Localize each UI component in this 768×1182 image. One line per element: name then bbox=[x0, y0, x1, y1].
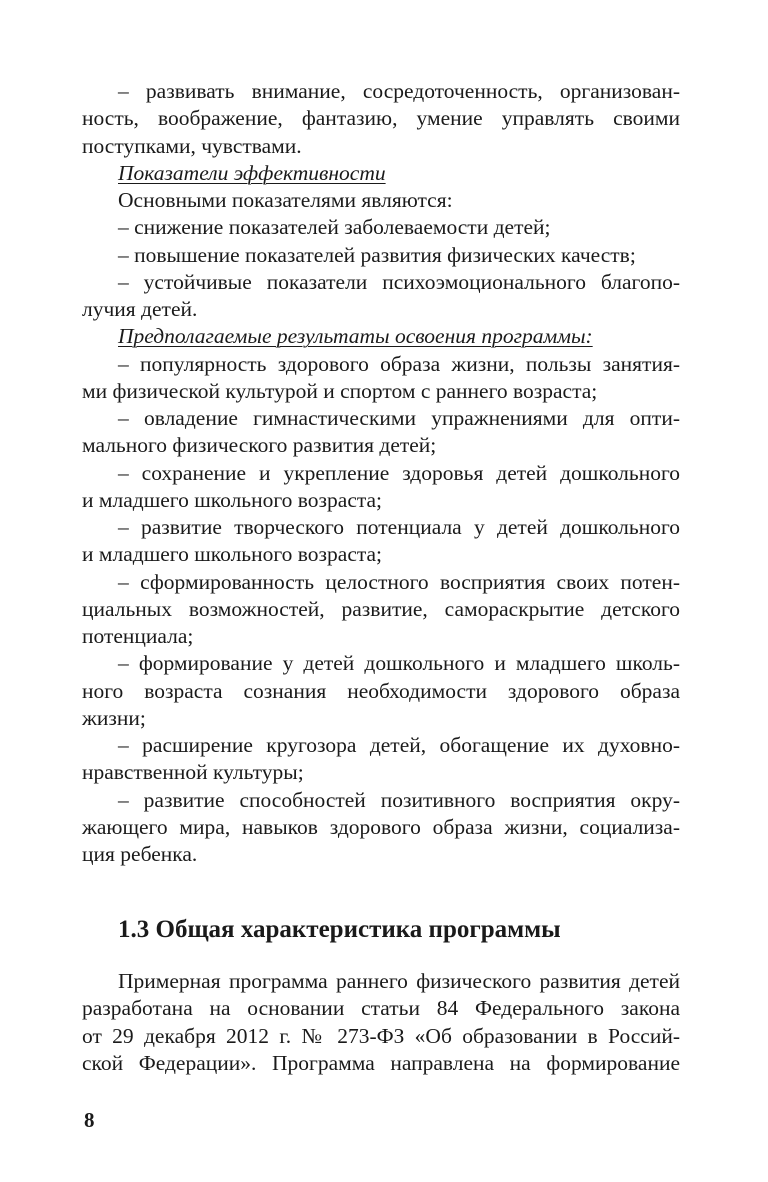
text-line: Основными показателями являются: bbox=[118, 188, 453, 212]
body-text-top bbox=[82, 78, 680, 868]
text-line: лучия детей. bbox=[82, 297, 198, 321]
text-line: – сохранение и укрепление здоровья детей дошкольного bbox=[118, 460, 680, 485]
text-line: потенциала; bbox=[82, 624, 194, 648]
text-line: – развитие способностей позитивного восприятия окру- bbox=[118, 787, 680, 812]
text-line: нравственной культуры; bbox=[82, 760, 304, 785]
text-line: разработана на основании статьи 84 Федерального закона bbox=[82, 996, 680, 1021]
text-line: – устойчивые показатели психоэмоционального благопо- bbox=[118, 269, 680, 294]
page-number: 8 bbox=[84, 1108, 95, 1132]
text-line: – формирование у детей дошкольного и младшего школь- bbox=[118, 651, 680, 676]
text-line: ность, воображение, фантазию, умение управлять своими bbox=[82, 106, 680, 131]
text-line: от 29 декабря 2012 г. № 273-ФЗ «Об образовании в Россий- bbox=[82, 1023, 680, 1048]
text-line: Примерная программа раннего физического развития детей bbox=[118, 969, 680, 993]
text-line: мального физического развития детей; bbox=[82, 433, 437, 458]
text-line: ми физической культурой и спортом с раннего возраста; bbox=[82, 378, 598, 403]
text-line: – овладение гимнастическими упражнениями для опти- bbox=[118, 406, 680, 430]
subheading-line: Показатели эффективности bbox=[118, 160, 386, 185]
text-line: циальных возможностей, развитие, самораскрытие детского bbox=[82, 596, 680, 621]
text-line: – расширение кругозора детей, обогащение их духовно- bbox=[118, 733, 680, 757]
text-line: – повышение показателей развития физических качеств; bbox=[118, 242, 636, 267]
section-heading: 1.3 Общая характеристика программы bbox=[118, 916, 561, 943]
text-line: ция ребенка. bbox=[82, 842, 198, 866]
text-line: – снижение показателей заболеваемости детей; bbox=[118, 215, 551, 240]
text-line: и младшего школьного возраста; bbox=[82, 542, 383, 567]
text-line: – популярность здорового образа жизни, пользы занятия- bbox=[118, 351, 680, 376]
text-line: ской Федерации». Программа направлена на формирование bbox=[82, 1050, 680, 1075]
text-line: жающего мира, навыков здорового образа жизни, социализа- bbox=[82, 814, 680, 839]
text-line: – сформированность целостного восприятия своих потен- bbox=[118, 569, 680, 594]
text-line: – развитие творческого потенциала у детей дошкольного bbox=[118, 515, 680, 539]
text-line: – развивать внимание, сосредоточенность, организован- bbox=[118, 79, 680, 103]
text-line: ного возраста сознания необходимости здорового образа bbox=[82, 678, 680, 703]
text-line: поступками, чувствами. bbox=[82, 133, 302, 158]
subheading-line: Предполагаемые результаты освоения программы: bbox=[118, 324, 593, 349]
text-line: и младшего школьного возраста; bbox=[82, 487, 383, 512]
text-line: жизни; bbox=[82, 705, 146, 730]
body-text-bottom bbox=[82, 968, 680, 1077]
